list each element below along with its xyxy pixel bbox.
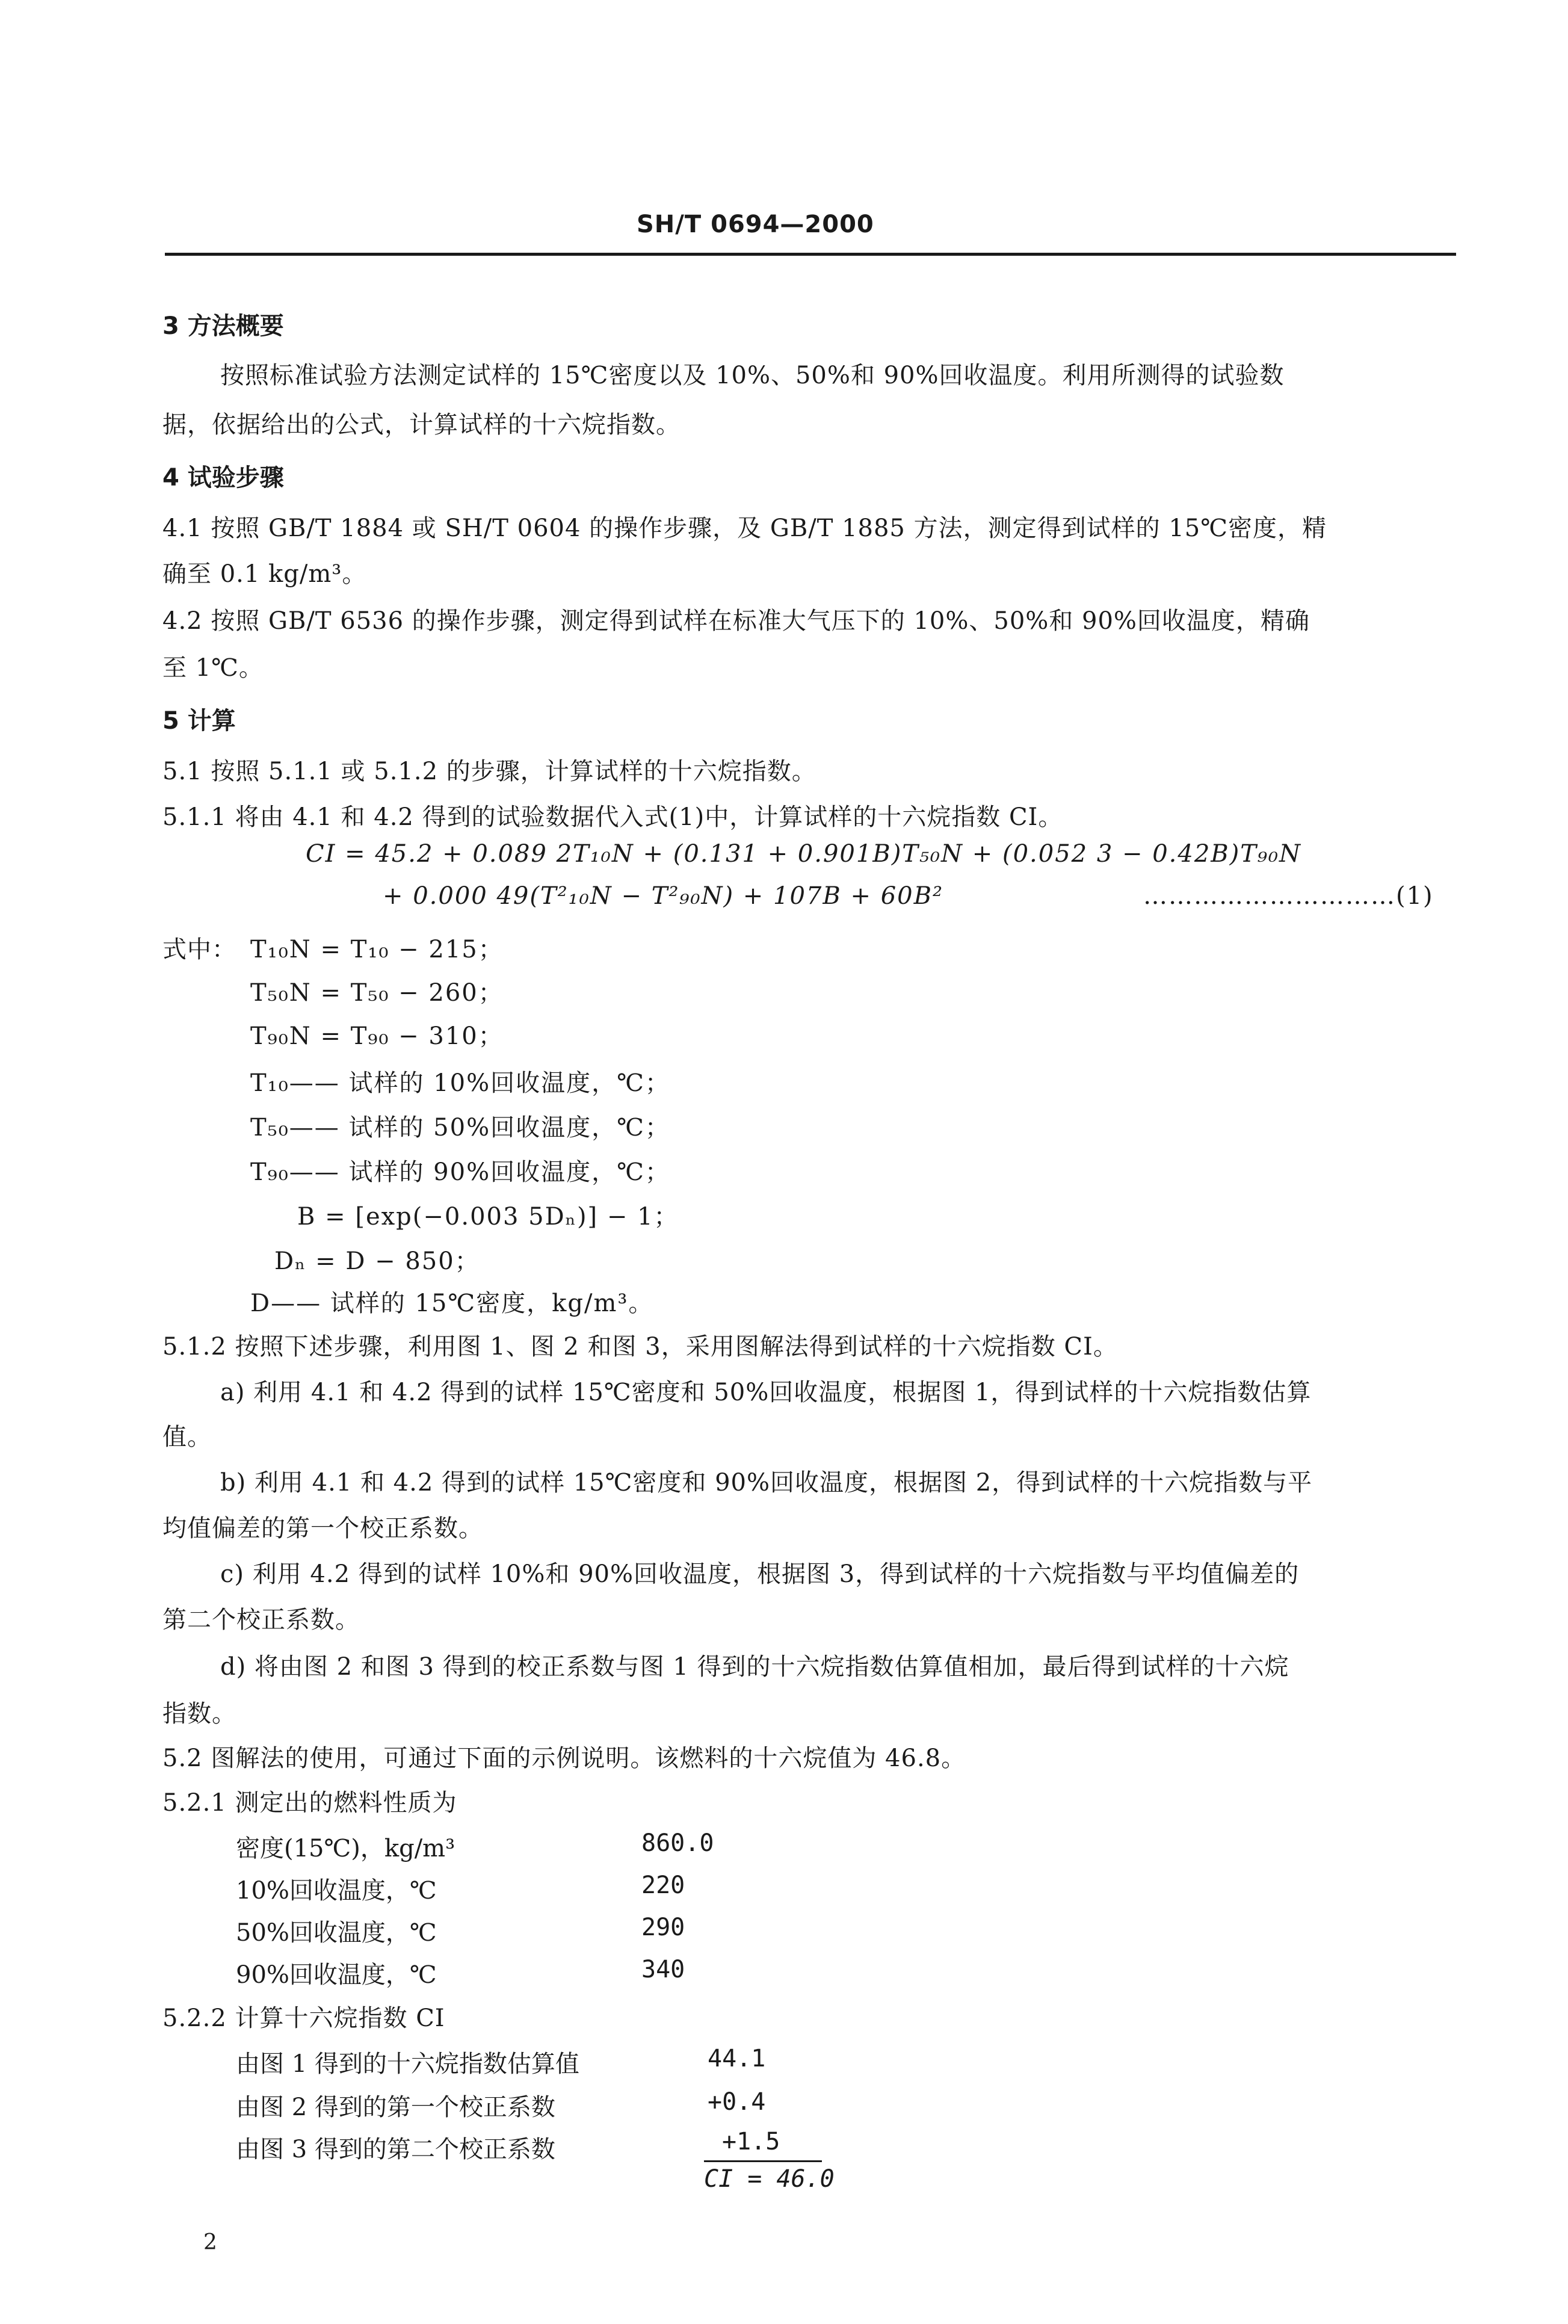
prop-label-density: 密度(15℃)，kg/m³ — [236, 1835, 455, 1862]
clause-5-2-2: 5.2.2 计算十六烷指数 CI — [162, 2004, 445, 2032]
formula-line2: + 0.000 49(T²₁₀N − T²₉₀N) + 107B + 60B² — [383, 882, 944, 910]
step-c-line2: 第二个校正系数。 — [162, 1606, 360, 1634]
calc-label-fig1: 由图 1 得到的十六烷指数估算值 — [236, 2050, 579, 2078]
header-rule — [165, 253, 1456, 256]
calc-value-fig2: +0.4 — [708, 2088, 766, 2116]
clause-5-2: 5.2 图解法的使用，可通过下面的示例说明。该燃料的十六烷值为 46.8。 — [162, 1745, 966, 1772]
standard-code-header: SH/T 0694—2000 — [637, 211, 874, 238]
clause-5-1-1: 5.1.1 将由 4.1 和 4.2 得到的试验数据代入式(1)中，计算试样的十六烷指数 CI。 — [162, 803, 1063, 831]
calc-label-fig2: 由图 2 得到的第一个校正系数 — [236, 2094, 555, 2121]
step-a-line2: 值。 — [162, 1423, 212, 1451]
prop-label-t10: 10%回收温度，℃ — [236, 1877, 437, 1905]
calc-value-fig1: 44.1 — [708, 2045, 766, 2072]
prop-label-t50: 50%回收温度，℃ — [236, 1919, 437, 1947]
step-b-line2: 均值偏差的第一个校正系数。 — [162, 1515, 483, 1542]
def-dn: Dₙ = D − 850； — [274, 1247, 480, 1275]
section-4-heading: 4 试验步骤 — [162, 464, 284, 492]
where-label: 式中： — [162, 936, 236, 963]
section-3-text-line1: 按照标准试验方法测定试样的 15℃密度以及 10%、50%和 90%回收温度。利用所测得的试验数 — [220, 362, 1285, 389]
calc-label-fig3: 由图 3 得到的第二个校正系数 — [236, 2136, 555, 2163]
clause-5-1-2: 5.1.2 按照下述步骤，利用图 1、图 2 和图 3，采用图解法得到试样的十六烷指数 CI。 — [162, 1333, 1118, 1361]
step-d-line2: 指数。 — [162, 1700, 236, 1728]
def-t50: T₅₀—— 试样的 50%回收温度，℃； — [250, 1114, 670, 1142]
clause-4-2-line2: 至 1℃。 — [162, 654, 264, 682]
prop-value-t50: 290 — [641, 1914, 685, 1941]
clause-5-1: 5.1 按照 5.1.1 或 5.1.2 的步骤，计算试样的十六烷指数。 — [162, 758, 816, 785]
section-3-heading: 3 方法概要 — [162, 312, 284, 340]
prop-value-t10: 220 — [641, 1871, 685, 1899]
formula-number: …………………………(1) — [1143, 882, 1434, 910]
prop-label-t90: 90%回收温度，℃ — [236, 1961, 437, 1989]
clause-4-1-line2: 确至 0.1 kg/m³。 — [162, 560, 367, 588]
clause-4-2-line1: 4.2 按照 GB/T 6536 的操作步骤，测定得到试样在标准大气压下的 10%、50%和 90%回收温度，精确 — [162, 607, 1310, 635]
clause-4-1-line1: 4.1 按照 GB/T 1884 或 SH/T 0604 的操作步骤，及 GB/T 1885 方法，测定得到试样的 15℃密度，精 — [162, 515, 1327, 542]
section-5-heading: 5 计算 — [162, 707, 236, 735]
def-d: D—— 试样的 15℃密度，kg/m³。 — [250, 1290, 654, 1317]
step-d-line1: d) 将由图 2 和图 3 得到的校正系数与图 1 得到的十六烷指数估算值相加，最后得到试样的十六烷 — [220, 1653, 1289, 1681]
def-t90: T₉₀—— 试样的 90%回收温度，℃； — [250, 1158, 670, 1186]
step-b-line1: b) 利用 4.1 和 4.2 得到的试样 15℃密度和 90%回收温度，根据图 2，得到试样的十六烷指数与平 — [220, 1469, 1313, 1497]
def-t90n: T₉₀N = T₉₀ − 310； — [250, 1022, 504, 1050]
formula-line1: CI = 45.2 + 0.089 2T₁₀N + (0.131 + 0.901B)T₅₀N + (0.052 3 − 0.42B)T₉₀N — [306, 840, 1302, 868]
clause-5-2-1: 5.2.1 测定出的燃料性质为 — [162, 1789, 457, 1817]
calc-value-fig3: +1.5 — [722, 2128, 780, 2156]
prop-value-t90: 340 — [641, 1956, 685, 1983]
def-t10: T₁₀—— 试样的 10%回收温度，℃； — [250, 1069, 670, 1097]
step-a-line1: a) 利用 4.1 和 4.2 得到的试样 15℃密度和 50%回收温度，根据图 1，得到试样的十六烷指数估算 — [220, 1379, 1312, 1406]
prop-value-density: 860.0 — [641, 1829, 714, 1857]
def-t50n: T₅₀N = T₅₀ − 260； — [250, 979, 504, 1007]
sum-line — [704, 2160, 822, 2162]
ci-result: CI = 46.0 — [704, 2165, 835, 2193]
def-b: B = [exp(−0.003 5Dₙ)] − 1； — [297, 1203, 679, 1231]
page-number: 2 — [203, 2230, 218, 2255]
step-c-line1: c) 利用 4.2 得到的试样 10%和 90%回收温度，根据图 3，得到试样的十六烷指数与平均值偏差的 — [220, 1560, 1300, 1588]
section-3-text-line2: 据，依据给出的公式，计算试样的十六烷指数。 — [162, 411, 681, 439]
def-t10n: T₁₀N = T₁₀ − 215； — [250, 936, 504, 963]
